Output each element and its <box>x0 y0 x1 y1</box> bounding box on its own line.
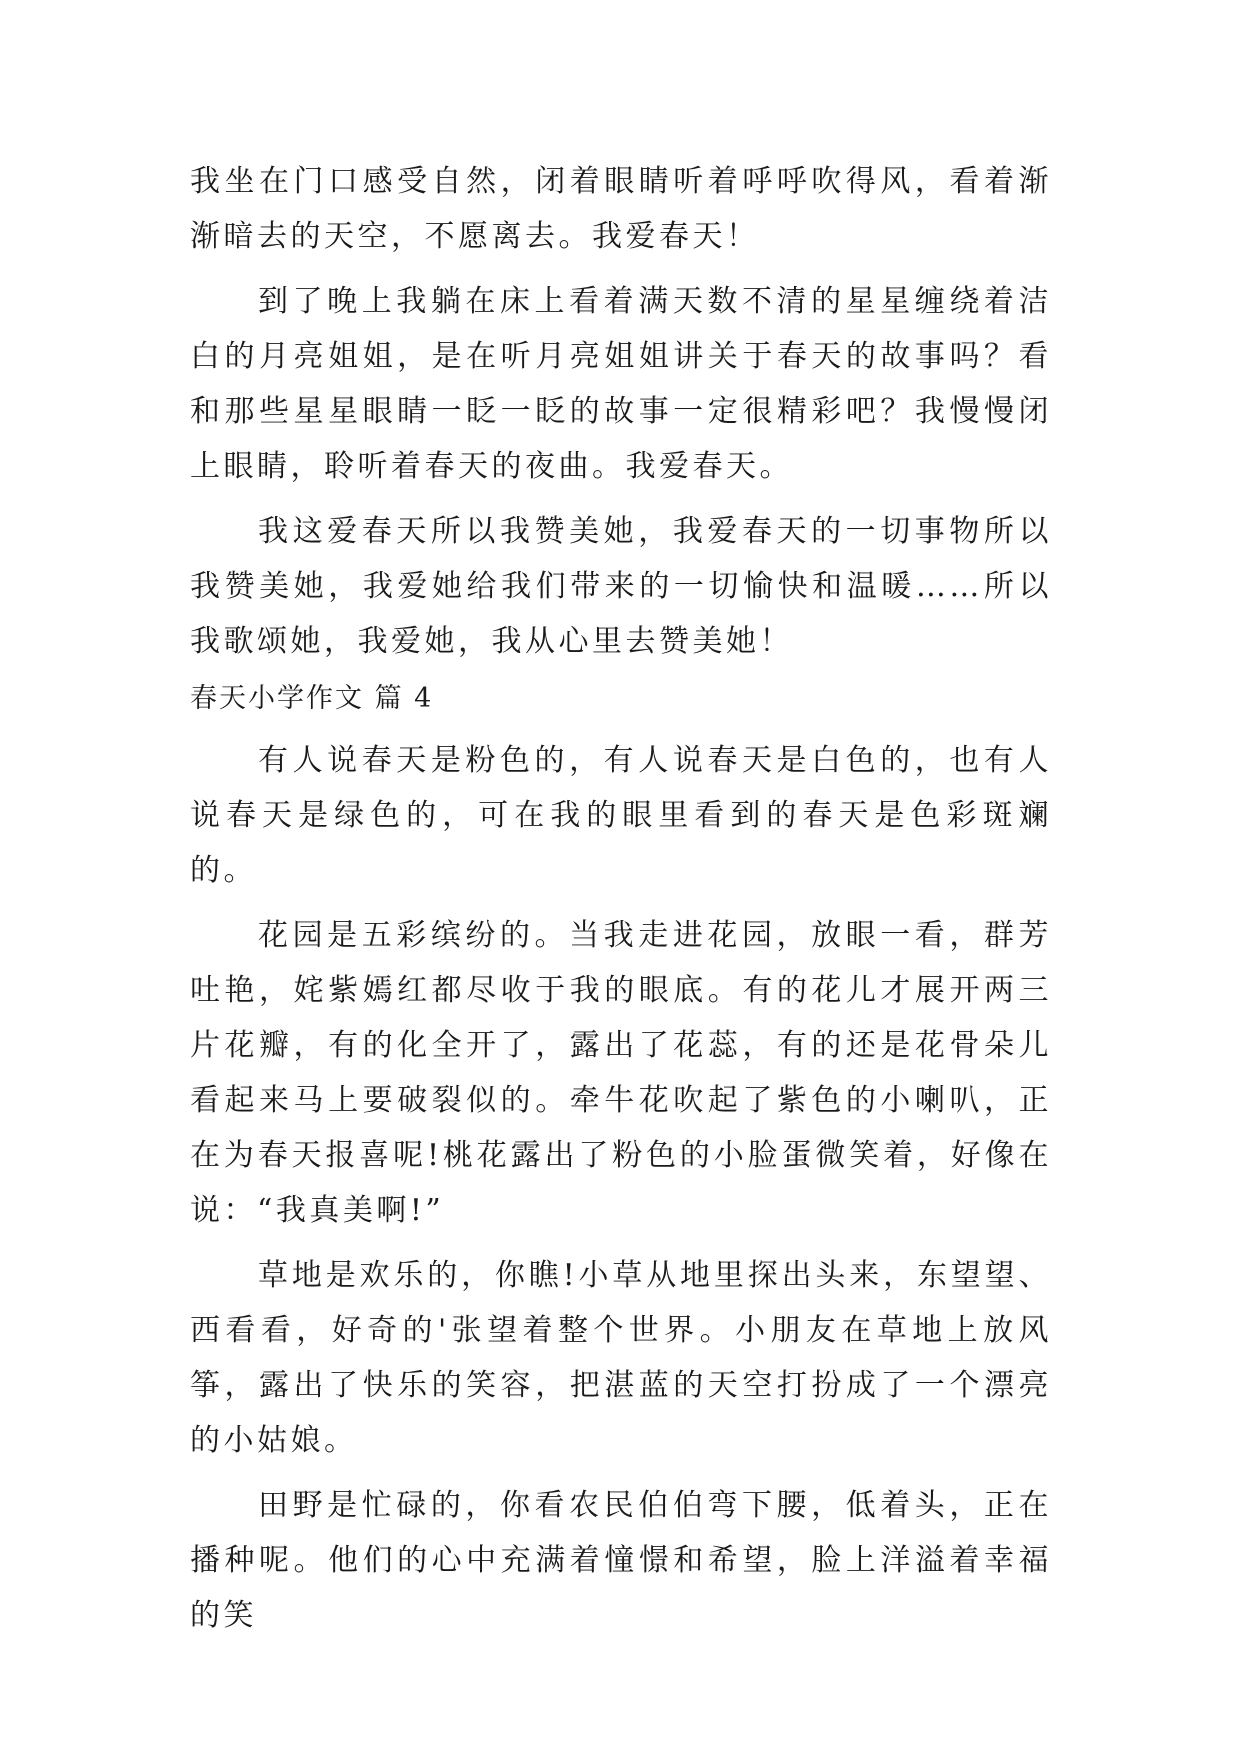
paragraph-night-stars: 到了晚上我躺在床上看着满天数不清的星星缠绕着洁白的月亮姐姐，是在听月亮姐姐讲关于春天的故事吗？看和那些星星眼睛一眨一眨的故事一定很精彩吧？我慢慢闭上眼睛，聆听着春天的夜曲。我爱春天。 <box>190 284 1052 484</box>
document-body <box>190 154 1052 1653</box>
paragraph-spring-colors: 有人说春天是粉色的，有人说春天是白色的，也有人说春天是绿色的，可在我的眼里看到的春天是色彩斑斓的。 <box>190 743 1052 888</box>
section-heading: 春天小学作文 篇 4 <box>190 683 434 714</box>
paragraph-garden: 花园是五彩缤纷的。当我走进花园，放眼一看，群芳吐艳，姹紫嫣红都尽收于我的眼底。有的花儿才展开两三片花瓣，有的化全开了，露出了花蕊，有的还是花骨朵儿看起来马上要破裂似的。牵牛花吹起了紫色的小喇叭，正在为春天报喜呢!桃花露出了粉色的小脸蛋微笑着，好像在说：“我真美啊!” <box>190 918 1052 1228</box>
paragraph-praise-spring: 我这爱春天所以我赞美她，我爱春天的一切事物所以我赞美她，我爱她给我们带来的一切愉快和温暖……所以我歌颂她，我爱她，我从心里去赞美她！ <box>190 514 1052 659</box>
paragraph-meadow: 草地是欢乐的，你瞧!小草从地里探出头来，东望望、西看看，好奇的'张望着整个世界。小朋友在草地上放风筝，露出了快乐的笑容，把湛蓝的天空打扮成了一个漂亮的小姑娘。 <box>190 1258 1052 1458</box>
paragraph-continued: 我坐在门口感受自然，闭着眼睛听着呼呼吹得风，看着渐渐暗去的天空，不愿离去。我爱春天！ <box>190 164 1052 254</box>
paragraph-fields: 田野是忙碌的，你看农民伯伯弯下腰，低着头，正在播种呢。他们的心中充满着憧憬和希望，脸上洋溢着幸福的笑 <box>190 1488 1052 1633</box>
